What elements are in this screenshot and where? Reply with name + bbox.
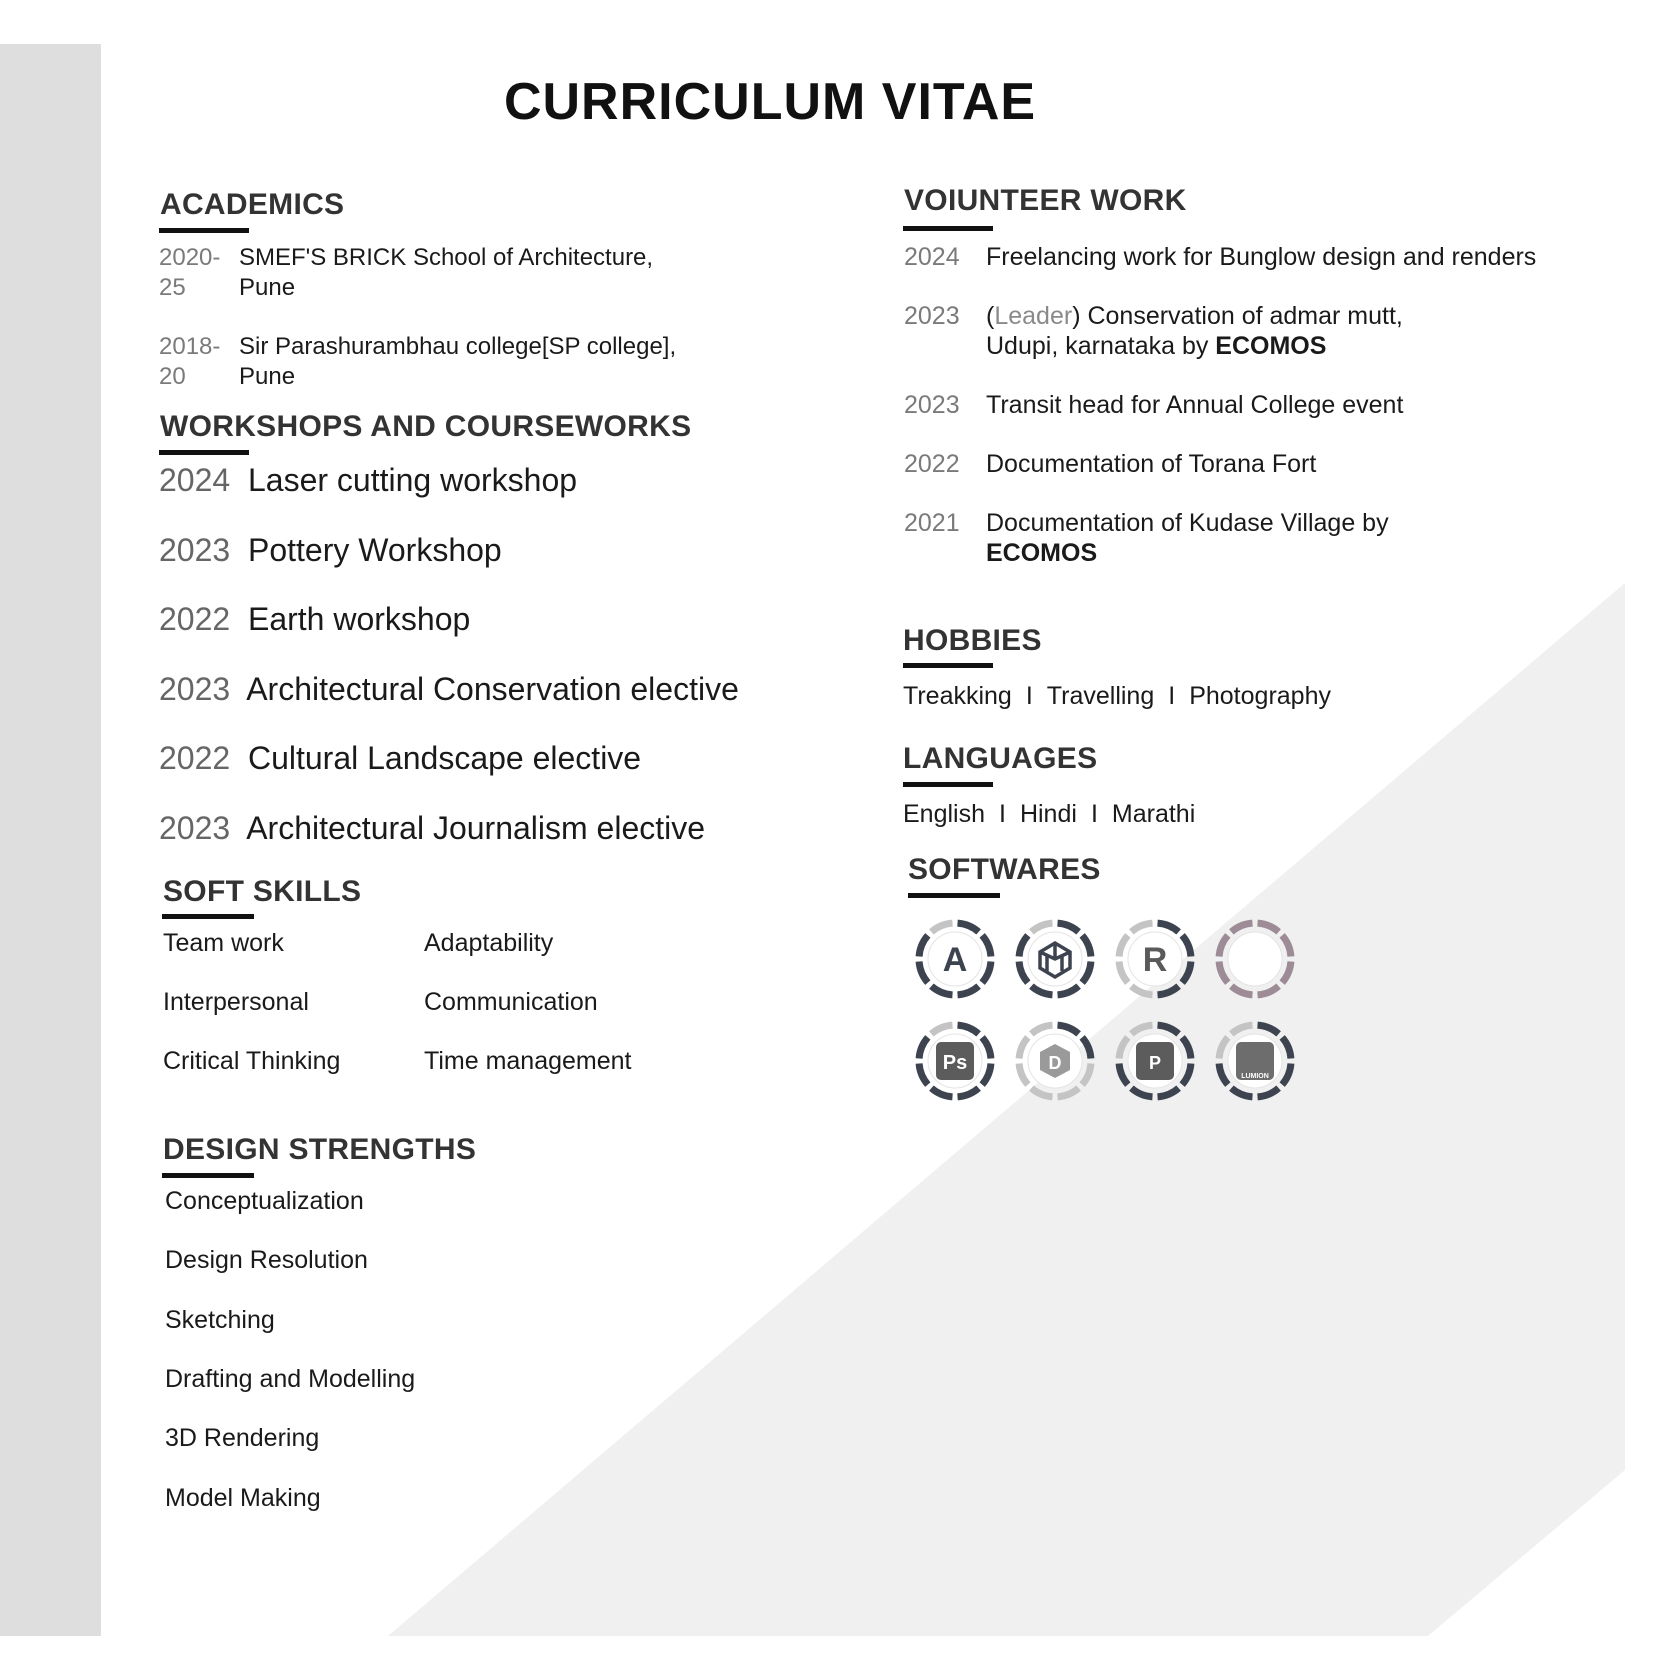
design-strength: Model Making	[165, 1484, 321, 1512]
lumion-icon	[1214, 1020, 1296, 1102]
languages-underline	[903, 782, 993, 787]
volunteer-year: 2023	[904, 302, 960, 330]
design-strength: 3D Rendering	[165, 1424, 320, 1452]
autocad-icon-glyph: A	[942, 941, 968, 979]
volunteer-desc-place: Udupi, karnataka by	[986, 332, 1216, 360]
powerpoint-icon-glyph: P	[1148, 1053, 1162, 1073]
workshops-underline	[159, 450, 249, 455]
soft-skills-underline	[162, 914, 254, 919]
workshop-year: 2022	[159, 601, 231, 637]
design-strength: Sketching	[165, 1306, 275, 1334]
workshop-item	[159, 810, 705, 847]
academics-year-cont: 25	[159, 274, 186, 301]
volunteer-heading: VOIUNTEER WORK	[904, 184, 1187, 217]
volunteer-desc: Documentation of Kudase Village by	[986, 509, 1389, 537]
workshop-item	[159, 601, 470, 638]
softwares-underline	[908, 893, 1000, 898]
volunteer-desc	[986, 301, 1403, 331]
languages-heading: LANGUAGES	[903, 742, 1098, 775]
org-name: ECOMOS	[1215, 332, 1327, 360]
design-strengths-underline	[162, 1173, 254, 1178]
workshop-year: 2023	[159, 532, 231, 568]
volunteer-desc: Documentation of Torana Fort	[986, 450, 1317, 478]
softwares-heading: SOFTWARES	[908, 853, 1101, 886]
language-item: Hindi	[1019, 800, 1077, 828]
language-item: English	[903, 800, 985, 828]
workshop-title: Laser cutting workshop	[247, 462, 578, 498]
workshops-heading: WORKSHOPS AND COURSEWORKS	[160, 410, 692, 443]
org-name: ECOMOS	[986, 539, 1098, 567]
photoshop-icon-glyph: Ps	[942, 1052, 968, 1074]
workshop-year: 2024	[159, 462, 231, 498]
separator: I	[1025, 682, 1033, 710]
separator: I	[1168, 682, 1176, 710]
workshop-title: Architectural Journalism elective	[246, 810, 706, 846]
academics-school-city: Pune	[239, 274, 296, 301]
volunteer-year: 2021	[904, 509, 960, 537]
soft-skills-heading: SOFT SKILLS	[163, 875, 362, 908]
d5-render-icon-glyph: D	[1048, 1053, 1062, 1073]
academics-year-cont: 20	[159, 363, 186, 390]
hobbies-heading: HOBBIES	[903, 624, 1042, 657]
hobby-item: Travelling	[1046, 682, 1155, 710]
workshop-year: 2023	[159, 810, 231, 846]
soft-skill: Communication	[424, 988, 598, 1016]
volunteer-desc-rest: ) Conservation of admar mutt,	[1072, 302, 1403, 330]
soft-skill: Interpersonal	[163, 988, 309, 1016]
volunteer-year: 2024	[904, 243, 960, 271]
languages-list	[903, 800, 1195, 829]
empty-software-icon	[1214, 918, 1296, 1000]
revit-icon-glyph: R	[1142, 941, 1168, 979]
workshop-title: Pottery Workshop	[247, 532, 502, 568]
design-strength: Drafting and Modelling	[165, 1365, 416, 1393]
academics-year: 2020-	[159, 244, 221, 271]
design-strength: Conceptualization	[165, 1187, 364, 1215]
workshop-item	[159, 462, 577, 499]
workshop-year: 2023	[159, 671, 231, 707]
workshop-title: Cultural Landscape elective	[247, 740, 642, 776]
design-strengths-heading: DESIGN STRENGTHS	[163, 1133, 477, 1166]
workshop-title: Architectural Conservation elective	[246, 671, 739, 707]
soft-skill: Team work	[163, 929, 284, 957]
workshop-item	[159, 740, 641, 777]
powerpoint-icon	[1114, 1020, 1196, 1102]
workshop-title: Earth workshop	[247, 601, 471, 637]
language-item: Marathi	[1111, 800, 1196, 828]
soft-skill: Adaptability	[424, 929, 554, 957]
leader-label: Leader	[994, 302, 1073, 330]
volunteer-year: 2022	[904, 450, 960, 478]
hobbies-underline	[903, 663, 993, 668]
academics-underline	[159, 228, 249, 233]
sketchup-icon	[1014, 918, 1096, 1000]
d5-render-icon	[1014, 1020, 1096, 1102]
separator: I	[1090, 800, 1098, 828]
volunteer-desc-line2	[986, 331, 1326, 361]
workshop-item	[159, 671, 739, 708]
paren-open: (	[986, 302, 995, 330]
workshop-item	[159, 532, 502, 569]
revit-icon	[1114, 918, 1196, 1000]
autocad-icon	[914, 918, 996, 1000]
volunteer-underline	[903, 226, 993, 231]
hobby-item: Treakking	[903, 682, 1012, 710]
academics-school-city: Pune	[239, 363, 296, 390]
academics-heading: ACADEMICS	[160, 188, 345, 221]
volunteer-desc: Freelancing work for Bunglow design and renders	[986, 243, 1537, 271]
hobbies-list	[903, 682, 1331, 711]
separator: I	[999, 800, 1006, 828]
sidebar-strip	[0, 44, 101, 1636]
academics-school: SMEF'S BRICK School of Architecture,	[239, 244, 654, 271]
design-strength: Design Resolution	[165, 1246, 368, 1274]
academics-year: 2018-	[159, 333, 221, 360]
photoshop-icon	[914, 1020, 996, 1102]
workshop-year: 2022	[159, 740, 231, 776]
volunteer-year: 2023	[904, 391, 960, 419]
volunteer-desc: Transit head for Annual College event	[986, 391, 1404, 419]
page-title: CURRICULUM VITAE	[503, 73, 1037, 131]
soft-skill: Time management	[424, 1047, 632, 1075]
academics-school: Sir Parashurambhau college[SP college],	[239, 333, 677, 360]
hobby-item: Photography	[1189, 682, 1331, 710]
soft-skill: Critical Thinking	[163, 1047, 341, 1075]
lumion-icon-glyph: LUMION	[1241, 1073, 1269, 1080]
